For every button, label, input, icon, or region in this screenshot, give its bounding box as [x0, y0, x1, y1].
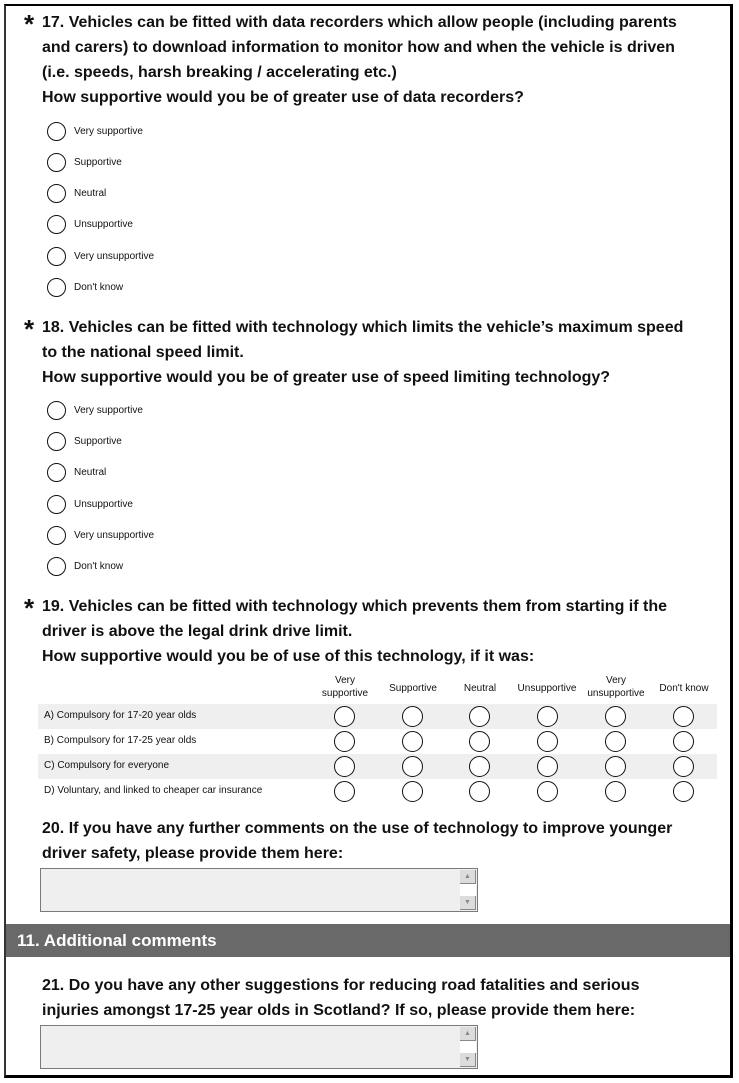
q18-option-unsupportive[interactable]: [47, 493, 133, 515]
column-header-line: Neutral: [463, 683, 497, 694]
row-label: B) Compulsory for 17-25 year olds: [44, 735, 197, 746]
option-label: Unsupportive: [74, 498, 133, 510]
column-header-line: Don't know: [659, 683, 709, 694]
radio-button[interactable]: [605, 706, 626, 727]
radio-button[interactable]: [673, 756, 694, 777]
q18-option-very-unsupportive[interactable]: [47, 524, 154, 546]
column-header-line: Supportive: [389, 683, 437, 694]
scrollbar[interactable]: [460, 1027, 476, 1067]
column-header-dont-know: [649, 682, 719, 695]
question-21-text: [42, 973, 639, 1023]
radio-button[interactable]: [47, 184, 66, 203]
row-label: D) Voluntary, and linked to cheaper car insurance: [44, 785, 263, 796]
matrix-header: [310, 672, 720, 704]
q17-option-very-supportive[interactable]: [47, 120, 143, 142]
row-label: A) Compulsory for 17-20 year olds: [44, 710, 197, 721]
question-17-text: [42, 10, 677, 110]
question-19-text: [42, 594, 667, 669]
question-18-prompt: How supportive would you be of greater use of speed limiting technology?: [42, 369, 611, 386]
option-label: Neutral: [74, 466, 107, 478]
option-label: Don't know: [74, 560, 124, 572]
question-17-line: 17. Vehicles can be fitted with data recorders which allow people (including parents: [42, 14, 677, 31]
q18-option-neutral[interactable]: [47, 461, 106, 483]
question-18-text: [42, 315, 683, 390]
radio-button[interactable]: [402, 706, 423, 727]
radio-button[interactable]: [47, 557, 66, 576]
question-19-line: driver is above the legal drink drive limit.: [42, 623, 353, 640]
q17-option-supportive[interactable]: [47, 151, 122, 173]
question-19-line: 19. Vehicles can be fitted with technology which prevents them from starting if the: [42, 598, 668, 615]
section-header: 11. Additional comments: [6, 924, 730, 957]
matrix-row-d: [38, 779, 717, 804]
radio-button[interactable]: [469, 756, 490, 777]
question-17-line: (i.e. speeds, harsh breaking / accelerating etc.): [42, 64, 397, 81]
radio-button[interactable]: [334, 731, 355, 752]
option-label: Supportive: [74, 435, 122, 447]
scrollbar[interactable]: [460, 870, 476, 910]
radio-button[interactable]: [47, 401, 66, 420]
column-header-line: Very: [605, 675, 626, 686]
column-header-very-unsupportive: [581, 674, 651, 700]
q18-option-very-supportive[interactable]: [47, 399, 143, 421]
column-header-very-supportive: [310, 674, 380, 700]
matrix-row-a: [38, 704, 717, 729]
matrix-row-b: [38, 729, 717, 754]
scroll-down-icon[interactable]: ▼: [460, 1053, 476, 1067]
scroll-up-icon[interactable]: ▲: [460, 1027, 476, 1041]
radio-button[interactable]: [47, 247, 66, 266]
q20-comments-textarea[interactable]: [40, 868, 478, 912]
radio-button[interactable]: [402, 781, 423, 802]
radio-button[interactable]: [402, 756, 423, 777]
required-marker: *: [24, 593, 35, 623]
q18-option-supportive[interactable]: [47, 430, 122, 452]
question-21-line: injuries amongst 17-25 year olds in Scotland? If so, please provide them here:: [42, 1002, 636, 1019]
column-header-unsupportive: [512, 682, 582, 695]
radio-button[interactable]: [469, 706, 490, 727]
scroll-down-icon[interactable]: ▼: [460, 896, 476, 910]
option-label: Very supportive: [74, 125, 143, 137]
scroll-up-icon[interactable]: ▲: [460, 870, 476, 884]
radio-button[interactable]: [47, 278, 66, 297]
option-label: Very unsupportive: [74, 529, 155, 541]
required-marker: *: [24, 314, 35, 344]
q18-option-dont-know[interactable]: [47, 555, 123, 577]
radio-button[interactable]: [469, 731, 490, 752]
radio-button[interactable]: [537, 781, 558, 802]
question-20-line: 20. If you have any further comments on the use of technology to improve younger: [42, 820, 673, 837]
radio-button[interactable]: [673, 731, 694, 752]
option-label: Very supportive: [74, 404, 143, 416]
radio-button[interactable]: [47, 122, 66, 141]
question-18-line: to the national speed limit.: [42, 344, 244, 361]
question-18-line: 18. Vehicles can be fitted with technology which limits the vehicle’s maximum speed: [42, 319, 684, 336]
row-label: C) Compulsory for everyone: [44, 760, 170, 771]
radio-button[interactable]: [47, 215, 66, 234]
radio-button[interactable]: [47, 463, 66, 482]
radio-button[interactable]: [47, 153, 66, 172]
radio-button[interactable]: [334, 756, 355, 777]
q17-option-very-unsupportive[interactable]: [47, 245, 154, 267]
column-header-line: Unsupportive: [517, 683, 577, 694]
column-header-supportive: [378, 682, 448, 695]
option-label: Don't know: [74, 281, 124, 293]
radio-button[interactable]: [537, 756, 558, 777]
q17-option-neutral[interactable]: [47, 182, 106, 204]
column-header-line: unsupportive: [587, 688, 645, 699]
radio-button[interactable]: [334, 781, 355, 802]
option-label: Very unsupportive: [74, 250, 155, 262]
radio-button[interactable]: [605, 781, 626, 802]
option-label: Supportive: [74, 156, 122, 168]
option-label: Neutral: [74, 187, 107, 199]
radio-button[interactable]: [402, 731, 423, 752]
column-header-line: Very: [334, 675, 355, 686]
column-header-line: supportive: [321, 688, 369, 699]
q17-option-unsupportive[interactable]: [47, 213, 133, 235]
column-header-neutral: [445, 682, 515, 695]
radio-button[interactable]: [469, 781, 490, 802]
q21-suggestions-textarea[interactable]: [40, 1025, 478, 1069]
question-17-prompt: How supportive would you be of greater use of data recorders?: [42, 89, 524, 106]
radio-button[interactable]: [605, 756, 626, 777]
question-21-line: 21. Do you have any other suggestions for reducing road fatalities and serious: [42, 977, 640, 994]
radio-button[interactable]: [47, 495, 66, 514]
radio-button[interactable]: [673, 781, 694, 802]
matrix-row-c: [38, 754, 717, 779]
radio-button[interactable]: [537, 731, 558, 752]
radio-button[interactable]: [673, 706, 694, 727]
required-marker: *: [24, 9, 35, 39]
question-19-prompt: How supportive would you be of use of this technology, if it was:: [42, 648, 535, 665]
radio-button[interactable]: [605, 731, 626, 752]
radio-button[interactable]: [334, 706, 355, 727]
option-label: Unsupportive: [74, 218, 133, 230]
radio-button[interactable]: [47, 526, 66, 545]
radio-button[interactable]: [47, 432, 66, 451]
q17-option-dont-know[interactable]: [47, 276, 123, 298]
radio-button[interactable]: [537, 706, 558, 727]
question-20-text: [42, 816, 672, 866]
question-20-line: driver safety, please provide them here:: [42, 845, 344, 862]
question-17-line: and carers) to download information to monitor how and when the vehicle is driven: [42, 39, 675, 56]
